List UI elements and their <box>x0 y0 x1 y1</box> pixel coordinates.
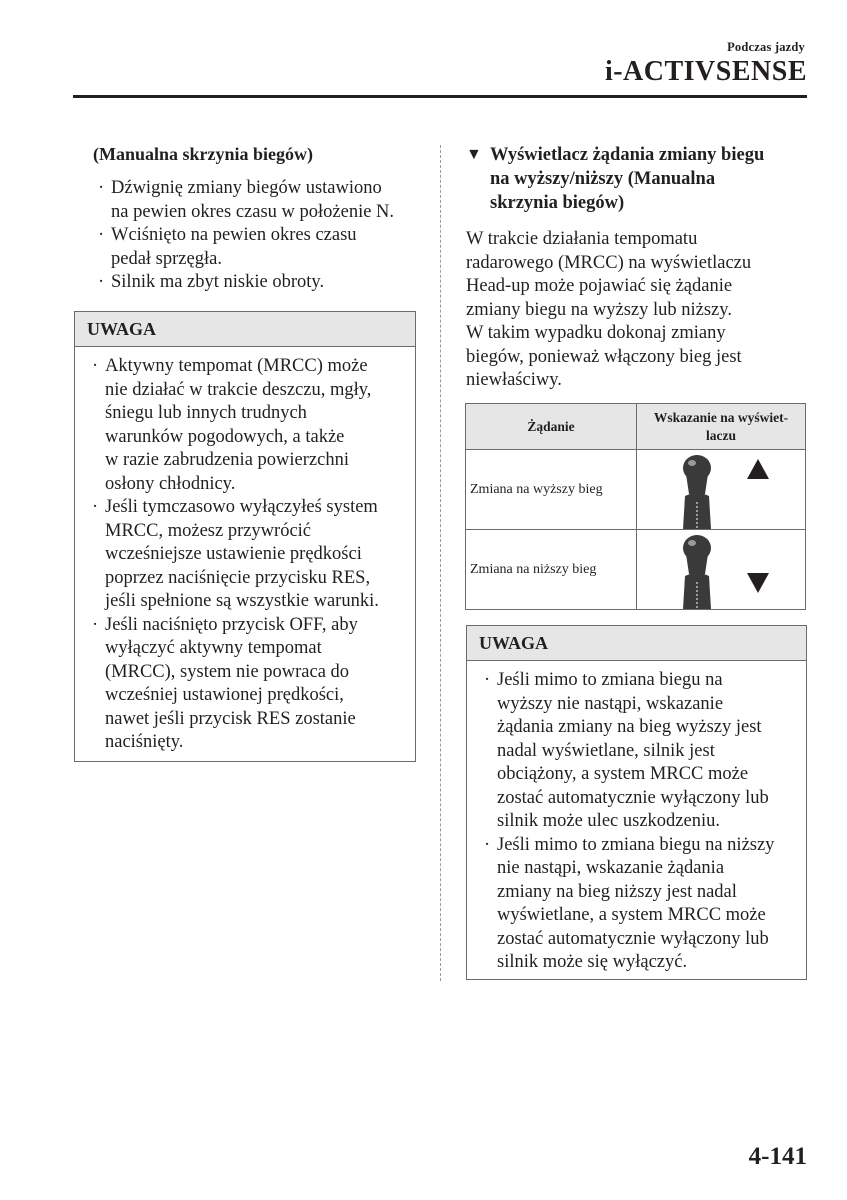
bullet-icon: · <box>92 497 99 517</box>
line: wyłączyć aktywny tempomat <box>105 638 322 658</box>
line: Silnik ma zbyt niskie obroty. <box>111 272 325 292</box>
bullet-icon: · <box>484 670 491 690</box>
line: zostać automatycznie wyłączony lub <box>497 928 769 949</box>
list-item <box>89 355 401 496</box>
column-divider <box>440 145 441 981</box>
table-cell-request: Zmiana na niższy bieg <box>466 530 637 610</box>
triangle-marker-icon: ▼ <box>466 146 482 163</box>
bullet-icon: · <box>92 356 99 376</box>
line: niewłaściwy. <box>466 370 562 390</box>
line: nie działać w trakcie deszczu, mgły, <box>105 379 372 400</box>
line: (MRCC), system nie powraca do <box>105 661 350 682</box>
line: silnik może ulec uszkodzeniu. <box>497 811 720 831</box>
line: zmiany na bieg niższy jest nadal <box>497 881 737 902</box>
line: wyświetlane, a system MRCC może <box>497 905 766 925</box>
manual-gearbox-heading: (Manualna skrzynia biegów) <box>93 144 314 164</box>
shift-request-heading <box>466 143 806 215</box>
table-cell-indication <box>637 530 806 610</box>
caution-body <box>75 347 415 755</box>
line: wcześniej ustawionej prędkości, <box>105 685 344 705</box>
list-item <box>89 496 401 614</box>
line: Aktywny tempomat (MRCC) może <box>105 356 368 376</box>
line: obciążony, a system MRCC może <box>497 764 749 784</box>
line: zostać automatycznie wyłączony lub <box>497 787 769 808</box>
line: na pewien okres czasu w położenie N. <box>111 201 395 222</box>
up-triangle-icon <box>637 450 807 529</box>
caution-box <box>466 625 807 980</box>
table-row <box>466 450 806 530</box>
table-header-indication <box>637 404 806 450</box>
list-item <box>95 224 425 271</box>
caution-box <box>74 311 416 762</box>
line: nawet jeśli przycisk RES zostanie <box>105 708 356 729</box>
line: śniegu lub innych trudnych <box>105 403 307 423</box>
bullet-icon: · <box>98 225 105 245</box>
heading-line: Wyświetlacz żądania zmiany biegu <box>490 145 765 165</box>
caution-title: UWAGA <box>467 626 806 661</box>
line: Wciśnięto na pewien okres czasu <box>111 225 357 245</box>
table-cell-indication <box>637 450 806 530</box>
line: naciśnięty. <box>105 732 184 752</box>
heading-line: skrzynia biegów) <box>490 193 625 213</box>
line: jeśli spełnione są wszystkie warunki. <box>105 591 379 611</box>
page-number: 4-141 <box>748 1143 807 1170</box>
line: żądania zmiany na bieg wyższy jest <box>497 717 762 737</box>
bullet-icon: · <box>98 272 105 292</box>
line: W trakcie działania tempomatu <box>466 229 698 249</box>
line: warunków pogodowych, a także <box>105 426 345 447</box>
table-header-request: Żądanie <box>466 404 637 450</box>
header-rule <box>73 95 807 98</box>
line: nadal wyświetlane, silnik jest <box>497 740 715 761</box>
list-item <box>481 834 792 975</box>
header-line: laczu <box>706 427 736 443</box>
bullet-icon: · <box>92 614 99 635</box>
line: Jeśli mimo to zmiana biegu na <box>497 670 723 690</box>
line: Jeśli naciśnięto przycisk OFF, aby <box>105 614 358 635</box>
description-paragraph <box>466 228 796 393</box>
caution-title: UWAGA <box>75 312 415 347</box>
header-line: Wskazanie na wyświet- <box>653 409 789 425</box>
line: W takim wypadku dokonaj zmiany <box>466 323 726 343</box>
list-item <box>95 177 425 224</box>
line: zmiany biegu na wyższy lub niższy. <box>466 299 732 320</box>
bullet-icon: · <box>98 178 105 198</box>
down-triangle-icon <box>637 530 807 609</box>
line: wyższy nie nastąpi, wskazanie <box>497 693 724 714</box>
line: MRCC, możesz przywrócić <box>105 520 312 541</box>
list-item <box>95 271 425 295</box>
line: Dźwignię zmiany biegów ustawiono <box>111 178 382 198</box>
page-title: i-ACTIVSENSE <box>604 56 807 87</box>
line: biegów, ponieważ włączony bieg jest <box>466 346 742 367</box>
line: pedał sprzęgła. <box>111 248 222 269</box>
line: silnik może się wyłączyć. <box>497 952 688 972</box>
section-label: Podczas jazdy <box>727 40 805 54</box>
condition-list <box>95 177 425 295</box>
heading-line: na wyższy/niższy (Manualna <box>490 169 716 189</box>
line: osłony chłodnicy. <box>105 473 236 494</box>
list-item <box>89 614 401 755</box>
line: radarowego (MRCC) na wyświetlaczu <box>466 252 752 273</box>
line: Jeśli tymczasowo wyłączyłeś system <box>105 497 378 517</box>
line: nie nastąpi, wskazanie żądania <box>497 858 725 878</box>
line: Jeśli mimo to zmiana biegu na niższy <box>497 834 775 855</box>
table-row <box>466 530 806 610</box>
bullet-icon: · <box>484 834 491 855</box>
table-cell-request: Zmiana na wyższy bieg <box>466 450 637 530</box>
line: Head-up może pojawiać się żądanie <box>466 276 733 296</box>
shift-request-table <box>465 403 806 610</box>
table-header-row <box>466 404 806 450</box>
caution-body <box>467 661 806 975</box>
line: poprzez naciśnięcie przycisku RES, <box>105 567 371 588</box>
list-item <box>481 669 792 834</box>
line: w razie zabrudzenia powierzchni <box>105 450 349 470</box>
line: wcześniejsze ustawienie prędkości <box>105 544 362 564</box>
